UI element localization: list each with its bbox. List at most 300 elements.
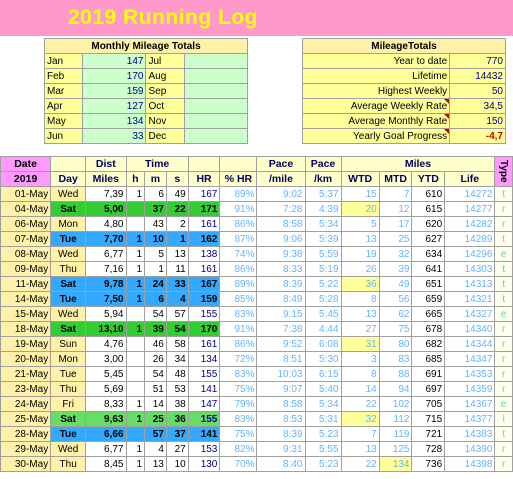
mtd-header[interactable]: MTD [379,172,412,187]
pace-km-header[interactable]: Pace [305,157,341,172]
log-distance[interactable]: 7,39 [86,187,126,202]
log-hr-percent[interactable]: 89% [220,187,257,202]
log-life[interactable]: 14383 [445,427,495,442]
log-day[interactable]: Sat [51,322,86,337]
log-seconds[interactable]: 37 [166,427,188,442]
log-pace-mile[interactable]: 9:52 [257,337,305,352]
month-label[interactable]: Jun [45,129,83,144]
month-value[interactable] [184,84,247,99]
log-distance[interactable]: 5,00 [86,202,126,217]
log-ytd[interactable]: 697 [412,382,445,397]
log-pace-mile[interactable]: 9:02 [257,187,305,202]
log-pace-mile[interactable]: 9:06 [257,232,305,247]
log-date[interactable]: 08-May [1,247,51,262]
log-date[interactable]: 29-May [1,442,51,457]
log-life[interactable]: 14296 [445,247,495,262]
log-minutes[interactable]: 26 [145,352,167,367]
log-ytd[interactable]: 736 [412,457,445,472]
log-date[interactable]: 15-May [1,307,51,322]
day-subheader[interactable]: Day [51,172,86,187]
month-label[interactable]: Jul [146,54,184,69]
log-date[interactable]: 09-May [1,262,51,277]
month-label[interactable]: Feb [45,69,83,84]
pace-km-subheader[interactable]: /km [305,172,341,187]
log-mtd[interactable]: 39 [379,262,412,277]
log-wtd[interactable]: 15 [341,187,379,202]
log-life[interactable]: 14313 [445,277,495,292]
log-date[interactable]: 14-May [1,292,51,307]
log-hours[interactable]: 1 [126,292,145,307]
log-mtd[interactable]: 12 [379,202,412,217]
log-mtd[interactable]: 83 [379,352,412,367]
log-pace-km[interactable]: 5:55 [305,442,341,457]
log-minutes[interactable]: 13 [145,457,167,472]
log-type[interactable]: r [495,217,513,232]
month-label[interactable]: Aug [146,69,184,84]
log-pace-km[interactable]: 4:39 [305,202,341,217]
log-heart-rate[interactable]: 147 [188,397,220,412]
month-label[interactable]: Dec [146,129,184,144]
month-value[interactable] [184,114,247,129]
log-wtd[interactable]: 8 [341,367,379,382]
log-ytd[interactable]: 715 [412,412,445,427]
log-hours[interactable] [126,217,145,232]
log-life[interactable]: 14377 [445,412,495,427]
summary-label[interactable]: Average Monthly Rate [303,114,450,129]
log-pace-km[interactable]: 5:34 [305,397,341,412]
log-ytd[interactable]: 682 [412,337,445,352]
log-type[interactable]: r [495,457,513,472]
log-type[interactable]: t [495,262,513,277]
log-pace-km[interactable]: 6:08 [305,337,341,352]
log-minutes[interactable]: 14 [145,397,167,412]
log-seconds[interactable]: 58 [166,337,188,352]
log-pace-mile[interactable]: 8:33 [257,262,305,277]
log-day[interactable]: Tue [51,367,86,382]
log-minutes[interactable]: 1 [145,262,167,277]
log-day[interactable]: Tue [51,292,86,307]
log-ytd[interactable]: 620 [412,217,445,232]
log-wtd[interactable]: 3 [341,352,379,367]
log-mtd[interactable]: 62 [379,307,412,322]
log-date[interactable]: 24-May [1,397,51,412]
log-mtd[interactable]: 49 [379,277,412,292]
log-hr-percent[interactable]: 83% [220,307,257,322]
log-mtd[interactable]: 125 [379,442,412,457]
log-heart-rate[interactable]: 162 [188,232,220,247]
log-type[interactable]: r [495,352,513,367]
log-day[interactable]: Wed [51,442,86,457]
log-distance[interactable]: 7,70 [86,232,126,247]
log-pace-km[interactable]: 6:15 [305,367,341,382]
log-mtd[interactable]: 112 [379,412,412,427]
log-mtd[interactable]: 25 [379,232,412,247]
log-date[interactable]: 21-May [1,367,51,382]
month-label[interactable]: Nov [146,114,184,129]
log-minutes[interactable]: 25 [145,412,167,427]
log-date[interactable]: 30-May [1,457,51,472]
log-pace-mile[interactable]: 8:53 [257,412,305,427]
log-distance[interactable]: 13,10 [86,322,126,337]
log-type[interactable]: t [495,232,513,247]
log-type[interactable]: t [495,277,513,292]
log-pace-mile[interactable]: 8:39 [257,277,305,292]
log-hours[interactable] [126,202,145,217]
log-minutes[interactable]: 24 [145,277,167,292]
log-date[interactable]: 06-May [1,217,51,232]
log-hr-percent[interactable]: 86% [220,337,257,352]
log-hr-percent[interactable]: 72% [220,352,257,367]
log-hr-percent[interactable]: 83% [220,412,257,427]
summary-label[interactable]: Yearly Goal Progress [303,129,450,144]
log-minutes[interactable]: 54 [145,367,167,382]
log-wtd[interactable]: 22 [341,397,379,412]
log-hr-percent[interactable]: 86% [220,217,257,232]
log-day[interactable]: Wed [51,307,86,322]
log-hours[interactable]: 1 [126,187,145,202]
date-header[interactable]: Date [1,157,51,172]
log-hours[interactable]: 1 [126,457,145,472]
log-ytd[interactable]: 610 [412,187,445,202]
log-hr-percent[interactable]: 82% [220,442,257,457]
log-life[interactable]: 14359 [445,382,495,397]
log-heart-rate[interactable]: 161 [188,337,220,352]
log-minutes[interactable]: 43 [145,217,167,232]
log-hr-percent[interactable]: 85% [220,292,257,307]
summary-label[interactable]: Lifetime [303,69,450,84]
s-subheader[interactable]: s [166,172,188,187]
log-life[interactable]: 14398 [445,457,495,472]
month-label[interactable]: Sep [146,84,184,99]
log-minutes[interactable]: 6 [145,292,167,307]
log-heart-rate[interactable]: 155 [188,412,220,427]
log-heart-rate[interactable]: 138 [188,247,220,262]
log-date[interactable]: 25-May [1,412,51,427]
summary-value[interactable]: 50 [450,84,506,99]
log-day[interactable]: Thu [51,262,86,277]
log-distance[interactable]: 5,69 [86,382,126,397]
pct-subheader[interactable]: % HR [220,172,257,187]
month-value[interactable]: 134 [83,114,146,129]
log-day[interactable]: Sun [51,337,86,352]
log-hours[interactable] [126,382,145,397]
log-mtd[interactable]: 7 [379,187,412,202]
log-life[interactable]: 14347 [445,352,495,367]
log-ytd[interactable]: 615 [412,202,445,217]
log-life[interactable]: 14321 [445,292,495,307]
log-pace-km[interactable]: 5:59 [305,247,341,262]
log-mtd[interactable]: 56 [379,292,412,307]
log-ytd[interactable]: 665 [412,307,445,322]
log-pace-mile[interactable]: 7:38 [257,322,305,337]
log-pace-mile[interactable]: 9:07 [257,382,305,397]
summary-label[interactable]: Highest Weekly [303,84,450,99]
summary-value[interactable]: 34,5 [450,99,506,114]
log-seconds[interactable]: 33 [166,277,188,292]
log-type[interactable]: r [495,442,513,457]
log-day[interactable]: Sat [51,412,86,427]
log-pace-mile[interactable]: 10:03 [257,367,305,382]
log-type[interactable]: t [495,427,513,442]
log-hr-percent[interactable]: 70% [220,457,257,472]
log-hr-percent[interactable]: 79% [220,397,257,412]
log-life[interactable]: 14327 [445,307,495,322]
hr-header[interactable] [188,157,220,172]
log-distance[interactable]: 5,45 [86,367,126,382]
log-seconds[interactable]: 1 [166,232,188,247]
log-distance[interactable]: 4,80 [86,217,126,232]
log-date[interactable]: 18-May [1,322,51,337]
log-heart-rate[interactable]: 170 [188,322,220,337]
month-value[interactable] [184,99,247,114]
log-heart-rate[interactable]: 167 [188,187,220,202]
log-life[interactable]: 14344 [445,337,495,352]
log-hours[interactable]: 1 [126,322,145,337]
log-pace-km[interactable]: 4:44 [305,322,341,337]
log-day[interactable]: Sat [51,277,86,292]
log-wtd[interactable]: 7 [341,427,379,442]
log-pace-km[interactable]: 5:34 [305,217,341,232]
log-pace-mile[interactable]: 9:15 [257,307,305,322]
log-minutes[interactable]: 10 [145,232,167,247]
log-minutes[interactable]: 6 [145,187,167,202]
log-pace-km[interactable]: 5:45 [305,307,341,322]
day-header[interactable] [51,157,86,172]
log-type[interactable]: r [495,322,513,337]
log-life[interactable]: 14390 [445,442,495,457]
log-pace-mile[interactable]: 9:38 [257,247,305,262]
log-hr-percent[interactable]: 91% [220,322,257,337]
log-seconds[interactable]: 4 [166,292,188,307]
log-heart-rate[interactable]: 153 [188,442,220,457]
log-seconds[interactable]: 10 [166,457,188,472]
log-ytd[interactable]: 728 [412,442,445,457]
month-label[interactable]: Jan [45,54,83,69]
log-seconds[interactable]: 48 [166,367,188,382]
log-life[interactable]: 14289 [445,232,495,247]
log-hours[interactable]: 1 [126,412,145,427]
log-pace-mile[interactable]: 8:49 [257,292,305,307]
log-distance[interactable]: 4,76 [86,337,126,352]
log-hours[interactable]: 1 [126,277,145,292]
log-pace-km[interactable]: 5:40 [305,382,341,397]
log-date[interactable]: 04-May [1,202,51,217]
log-wtd[interactable]: 36 [341,277,379,292]
log-hours[interactable] [126,427,145,442]
summary-value[interactable]: 770 [450,54,506,69]
log-ytd[interactable]: 685 [412,352,445,367]
log-type[interactable]: r [495,382,513,397]
log-mtd[interactable]: 119 [379,427,412,442]
log-minutes[interactable]: 51 [145,382,167,397]
log-ytd[interactable]: 641 [412,262,445,277]
pct-header[interactable] [220,157,257,172]
log-type[interactable]: l [495,412,513,427]
log-hours[interactable]: 1 [126,232,145,247]
log-pace-km[interactable]: 5:31 [305,412,341,427]
log-seconds[interactable]: 13 [166,247,188,262]
log-day[interactable]: Mon [51,352,86,367]
log-distance[interactable]: 9,63 [86,412,126,427]
log-wtd[interactable]: 22 [341,457,379,472]
log-type[interactable]: t [495,292,513,307]
log-pace-mile[interactable]: 9:31 [257,442,305,457]
log-minutes[interactable]: 5 [145,247,167,262]
log-wtd[interactable]: 19 [341,247,379,262]
log-pace-km[interactable]: 5:39 [305,232,341,247]
log-life[interactable]: 14367 [445,397,495,412]
log-distance[interactable]: 8,45 [86,457,126,472]
log-mtd[interactable]: 102 [379,397,412,412]
log-seconds[interactable]: 53 [166,382,188,397]
month-label[interactable]: May [45,114,83,129]
log-ytd[interactable]: 634 [412,247,445,262]
log-type[interactable]: r [495,367,513,382]
log-life[interactable]: 14282 [445,217,495,232]
log-day[interactable]: Thu [51,382,86,397]
log-day[interactable]: Tue [51,232,86,247]
summary-value[interactable]: -4,7 [450,129,506,144]
log-distance[interactable]: 7,16 [86,262,126,277]
log-life[interactable]: 14272 [445,187,495,202]
log-hr-percent[interactable]: 89% [220,277,257,292]
log-day[interactable]: Mon [51,217,86,232]
log-minutes[interactable]: 54 [145,307,167,322]
log-date[interactable]: 28-May [1,427,51,442]
log-ytd[interactable]: 627 [412,232,445,247]
log-type[interactable]: t [495,187,513,202]
log-minutes[interactable]: 46 [145,337,167,352]
log-type[interactable]: e [495,307,513,322]
log-life[interactable]: 14353 [445,367,495,382]
log-pace-mile[interactable]: 8:51 [257,352,305,367]
log-minutes[interactable]: 39 [145,322,167,337]
month-value[interactable]: 170 [83,69,146,84]
log-hours[interactable] [126,337,145,352]
log-distance[interactable]: 6,66 [86,427,126,442]
log-life[interactable]: 14340 [445,322,495,337]
log-pace-km[interactable]: 5:23 [305,457,341,472]
pace-mile-header[interactable]: Pace [257,157,305,172]
log-type[interactable]: r [495,337,513,352]
hr-subheader[interactable]: HR [188,172,220,187]
log-heart-rate[interactable]: 171 [188,202,220,217]
summary-value[interactable]: 150 [450,114,506,129]
log-seconds[interactable]: 49 [166,187,188,202]
log-minutes[interactable]: 4 [145,442,167,457]
log-hours[interactable] [126,352,145,367]
log-mtd[interactable]: 75 [379,322,412,337]
log-mtd[interactable]: 80 [379,337,412,352]
log-distance[interactable]: 9,78 [86,277,126,292]
log-heart-rate[interactable]: 159 [188,292,220,307]
log-day[interactable]: Tue [51,427,86,442]
log-heart-rate[interactable]: 161 [188,217,220,232]
summary-value[interactable]: 14432 [450,69,506,84]
month-value[interactable] [184,54,247,69]
summary-label[interactable]: Year to date [303,54,450,69]
log-pace-km[interactable]: 5:23 [305,427,341,442]
month-label[interactable]: Apr [45,99,83,114]
log-ytd[interactable]: 651 [412,277,445,292]
log-date[interactable]: 07-May [1,232,51,247]
log-type[interactable]: e [495,247,513,262]
log-date[interactable]: 11-May [1,277,51,292]
log-heart-rate[interactable]: 155 [188,367,220,382]
log-hours[interactable]: 1 [126,442,145,457]
month-value[interactable]: 159 [83,84,146,99]
log-heart-rate[interactable]: 141 [188,382,220,397]
log-type[interactable]: r [495,202,513,217]
log-day[interactable]: Wed [51,247,86,262]
log-wtd[interactable]: 13 [341,307,379,322]
log-mtd[interactable]: 134 [379,457,412,472]
type-header[interactable]: Type [495,157,513,187]
log-pace-km[interactable]: 5:19 [305,262,341,277]
log-day[interactable]: Sat [51,202,86,217]
log-wtd[interactable]: 26 [341,262,379,277]
pace-mile-subheader[interactable]: /mile [257,172,305,187]
log-day[interactable]: Thu [51,457,86,472]
log-date[interactable]: 20-May [1,352,51,367]
log-date[interactable]: 23-May [1,382,51,397]
log-wtd[interactable]: 13 [341,442,379,457]
log-wtd[interactable]: 27 [341,322,379,337]
log-seconds[interactable]: 11 [166,262,188,277]
log-wtd[interactable]: 14 [341,382,379,397]
log-hr-percent[interactable]: 86% [220,262,257,277]
life-header[interactable]: Life [445,172,495,187]
log-pace-km[interactable]: 5:28 [305,292,341,307]
miles-subheader[interactable]: Miles [86,172,126,187]
log-pace-mile[interactable]: 8:58 [257,217,305,232]
log-mtd[interactable]: 17 [379,217,412,232]
log-hours[interactable]: 1 [126,397,145,412]
log-day[interactable]: Wed [51,187,86,202]
log-minutes[interactable]: 37 [145,202,167,217]
log-hr-percent[interactable]: 75% [220,427,257,442]
log-seconds[interactable]: 22 [166,202,188,217]
log-heart-rate[interactable]: 161 [188,262,220,277]
time-header[interactable]: Time [126,157,188,172]
log-hours[interactable] [126,367,145,382]
dist-header[interactable]: Dist [86,157,126,172]
m-subheader[interactable]: m [145,172,167,187]
log-hr-percent[interactable]: 74% [220,247,257,262]
log-hr-percent[interactable]: 75% [220,382,257,397]
log-ytd[interactable]: 659 [412,292,445,307]
wtd-header[interactable]: WTD [341,172,379,187]
log-pace-km[interactable]: 5:22 [305,277,341,292]
log-distance[interactable]: 6,77 [86,442,126,457]
log-wtd[interactable]: 31 [341,337,379,352]
log-heart-rate[interactable]: 130 [188,457,220,472]
log-seconds[interactable]: 54 [166,322,188,337]
log-date[interactable]: 19-May [1,337,51,352]
month-label[interactable]: Oct [146,99,184,114]
month-value[interactable] [184,69,247,84]
log-hours[interactable] [126,307,145,322]
log-seconds[interactable]: 57 [166,307,188,322]
log-mtd[interactable]: 32 [379,247,412,262]
log-life[interactable]: 14277 [445,202,495,217]
log-distance[interactable]: 7,50 [86,292,126,307]
log-pace-mile[interactable]: 8:39 [257,427,305,442]
log-pace-mile[interactable]: 8:40 [257,457,305,472]
month-label[interactable]: Mar [45,84,83,99]
log-seconds[interactable]: 34 [166,352,188,367]
log-wtd[interactable]: 20 [341,202,379,217]
